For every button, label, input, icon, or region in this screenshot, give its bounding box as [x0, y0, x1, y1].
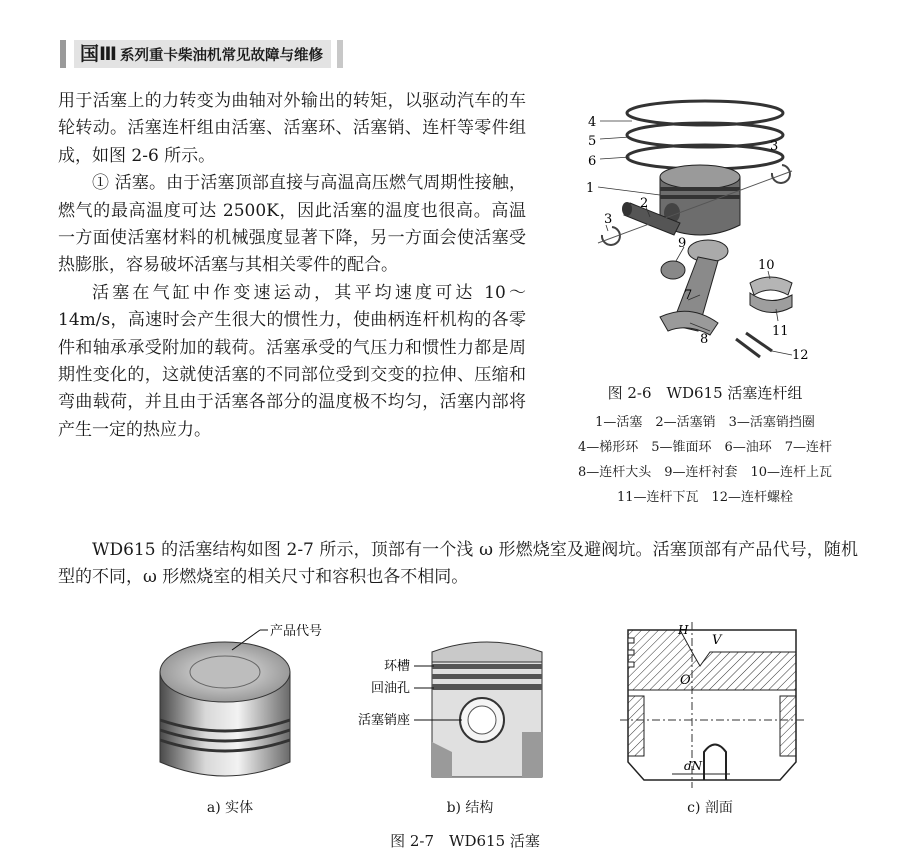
label-dN: dN: [684, 759, 703, 773]
left-column-text: [58, 88, 526, 444]
callout-1: 1: [586, 181, 595, 196]
running-header: [60, 38, 343, 70]
header-title: 系列重卡柴油机常见故障与维修: [119, 48, 323, 64]
full-width-text: [58, 537, 858, 592]
callout-3-right: 3: [770, 139, 779, 154]
figure-2-7b-structure: [352, 612, 562, 792]
piston-section-drawing: [600, 612, 820, 792]
piston-rod-exploded-drawing: [560, 95, 860, 375]
callout-11: 11: [772, 324, 789, 339]
callout-4: 4: [588, 115, 597, 130]
figure-2-7c-section: [600, 612, 820, 792]
callout-7: 7: [684, 288, 693, 303]
callout-9: 9: [678, 236, 687, 251]
paragraph-2: ① 活塞。由于活塞顶部直接与高温高压燃气周期性接触，燃气的最高温度可达 2500K，因此活塞的温度也很高。高温一方面使活塞材料的机械强度显著下降，另一方面会使活塞受热膨胀，容易破坏活塞与其相关零件的配合。: [58, 173, 526, 276]
legend-line: 1—活塞 2—活塞销 3—活塞销挡圈: [595, 415, 815, 430]
callout-6: 6: [588, 154, 597, 169]
figure-2-7c-label: c) 剖面: [687, 800, 733, 816]
paragraph-1: 用于活塞上的力转变为曲轴对外输出的转矩，以驱动汽车的车轮转动。活塞连杆组由活塞、活塞环、活塞销、连杆等零件组成，如图 2-6 所示。: [58, 91, 526, 166]
figure-2-6-legend: [540, 410, 870, 510]
callout-5: 5: [588, 134, 597, 149]
callout-8: 8: [700, 332, 709, 347]
header-series-prefix: 国Ⅲ: [80, 43, 117, 65]
header-end-bar: [337, 40, 343, 68]
callout-10: 10: [758, 258, 775, 273]
legend-line: 8—连杆大头 9—连杆衬套 10—连杆上瓦: [577, 465, 833, 480]
label-V: V: [712, 633, 722, 648]
label-pin-boss: 活塞销座: [357, 713, 410, 728]
label-H: H: [678, 623, 689, 637]
figure-2-7-caption: 图 2-7 WD615 活塞: [390, 832, 540, 850]
header-accent-bar: [60, 40, 66, 68]
figure-2-6-illustration: [560, 95, 860, 375]
piston-structure-drawing: [352, 612, 562, 792]
figure-2-7a-label: a) 实体: [206, 800, 254, 816]
label-ring-groove: 环槽: [383, 659, 410, 674]
paragraph-3: 活塞在气缸中作变速运动，其平均速度可达 10～14m/s，高速时会产生很大的惯性力，使曲柄连杆机构的各零件和轴承承受附加的载荷。活塞承受的气压力和惯性力都是周期性变化的，这就使活塞的不同部位受到交变的拉伸、压缩和弯曲载荷，并且由于活塞各部分的温度极不均匀，活塞内部将产生一定的热应力。: [58, 282, 526, 440]
callout-3-left: 3: [604, 212, 613, 227]
callout-12: 12: [792, 348, 809, 363]
legend-line: 11—连杆下瓦 12—连杆螺栓: [616, 490, 794, 505]
figure-2-7b-label: b) 结构: [446, 800, 494, 816]
piston-photo-drawing: [140, 612, 340, 792]
callout-2: 2: [640, 196, 649, 211]
label-oil-return-hole: 回油孔: [370, 681, 410, 696]
paragraph-4: WD615 的活塞结构如图 2-7 所示，顶部有一个浅 ω 形燃烧室及避阀坑。活塞顶部有产品代号，随机型的不同，ω 形燃烧室的相关尺寸和容积也各不相同。: [58, 540, 858, 588]
header-text: [74, 40, 331, 68]
label-O: O: [680, 673, 691, 688]
figure-2-7a-piston-photo: [140, 612, 340, 792]
legend-line: 4—梯形环 5—锥面环 6—油环 7—连杆: [577, 440, 833, 455]
label-product-code: 产品代号: [270, 624, 323, 639]
figure-2-6-caption: 图 2-6 WD615 活塞连杆组: [607, 384, 803, 402]
